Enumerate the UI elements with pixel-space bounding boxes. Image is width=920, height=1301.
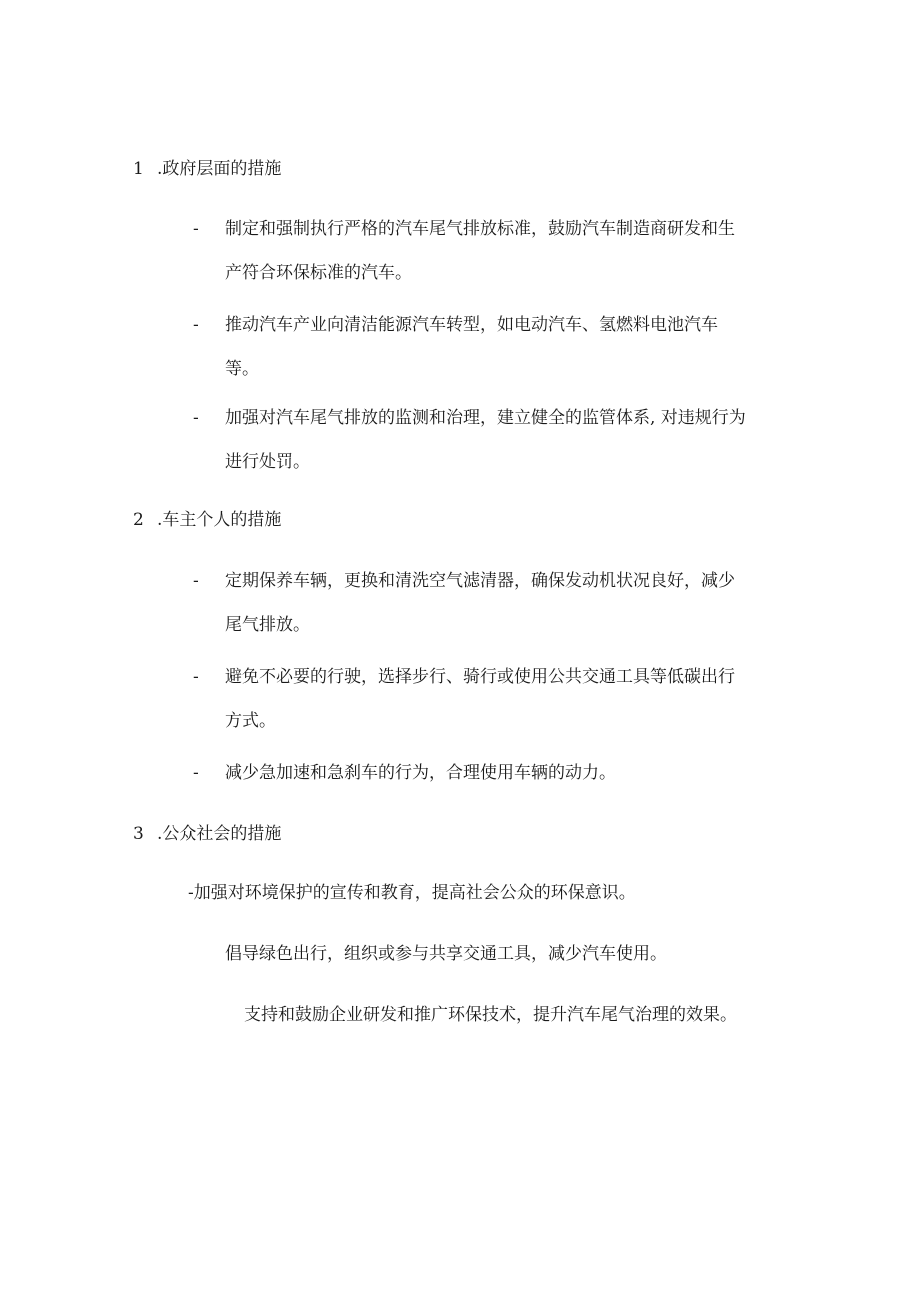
- item-text-line-2: 进行处罚。: [225, 452, 310, 472]
- section-3-heading: [133, 822, 281, 846]
- section-2-title: .车主个人的措施: [157, 510, 282, 530]
- section-1-number: 1: [133, 159, 144, 179]
- section-3-title: .公众社会的措施: [157, 824, 282, 844]
- dash-marker: -: [193, 667, 199, 687]
- dash-marker: -: [193, 219, 199, 239]
- item-text-line-2: 等。: [225, 359, 259, 379]
- item-text-line-1: 推动汽车产业向清洁能源汽车转型，如电动汽车、氢燃料电池汽车: [225, 315, 718, 335]
- dash-marker: -: [193, 408, 199, 428]
- item-text-line-1: 定期保养车辆，更换和清洗空气滤清器，确保发动机状况良好，减少: [225, 571, 735, 591]
- section-1-title: .政府层面的措施: [157, 159, 282, 179]
- item-text-line-2: 产符合环保标准的汽车。: [225, 263, 412, 283]
- section-2-heading: [133, 508, 281, 532]
- section-2-number: 2: [133, 510, 144, 530]
- section-1-heading: [133, 157, 281, 181]
- item-text-line-1: 制定和强制执行严格的汽车尾气排放标准，鼓励汽车制造商研发和生: [225, 219, 735, 239]
- section-3-line-1: -加强对环境保护的宣传和教育，提高社会公众的环保意识。: [188, 883, 636, 903]
- dash-marker: -: [193, 315, 199, 335]
- dash-marker: -: [193, 763, 199, 783]
- item-text-line-1: 加强对汽车尾气排放的监测和治理，建立健全的监管体系, 对违规行为: [225, 408, 746, 428]
- item-text-line-1: 减少急加速和急刹车的行为，合理使用车辆的动力。: [225, 763, 616, 783]
- section-3-line-3: 支持和鼓励企业研发和推广环保技术，提升汽车尾气治理的效果。: [244, 1005, 737, 1025]
- section-3-number: 3: [133, 824, 144, 844]
- section-3-line-2: 倡导绿色出行，组织或参与共享交通工具，减少汽车使用。: [225, 944, 667, 964]
- item-text-line-2: 尾气排放。: [225, 615, 310, 635]
- item-text-line-1: 避免不必要的行驶，选择步行、骑行或使用公共交通工具等低碳出行: [225, 667, 735, 687]
- dash-marker: -: [193, 571, 199, 591]
- item-text-line-2: 方式。: [225, 711, 276, 731]
